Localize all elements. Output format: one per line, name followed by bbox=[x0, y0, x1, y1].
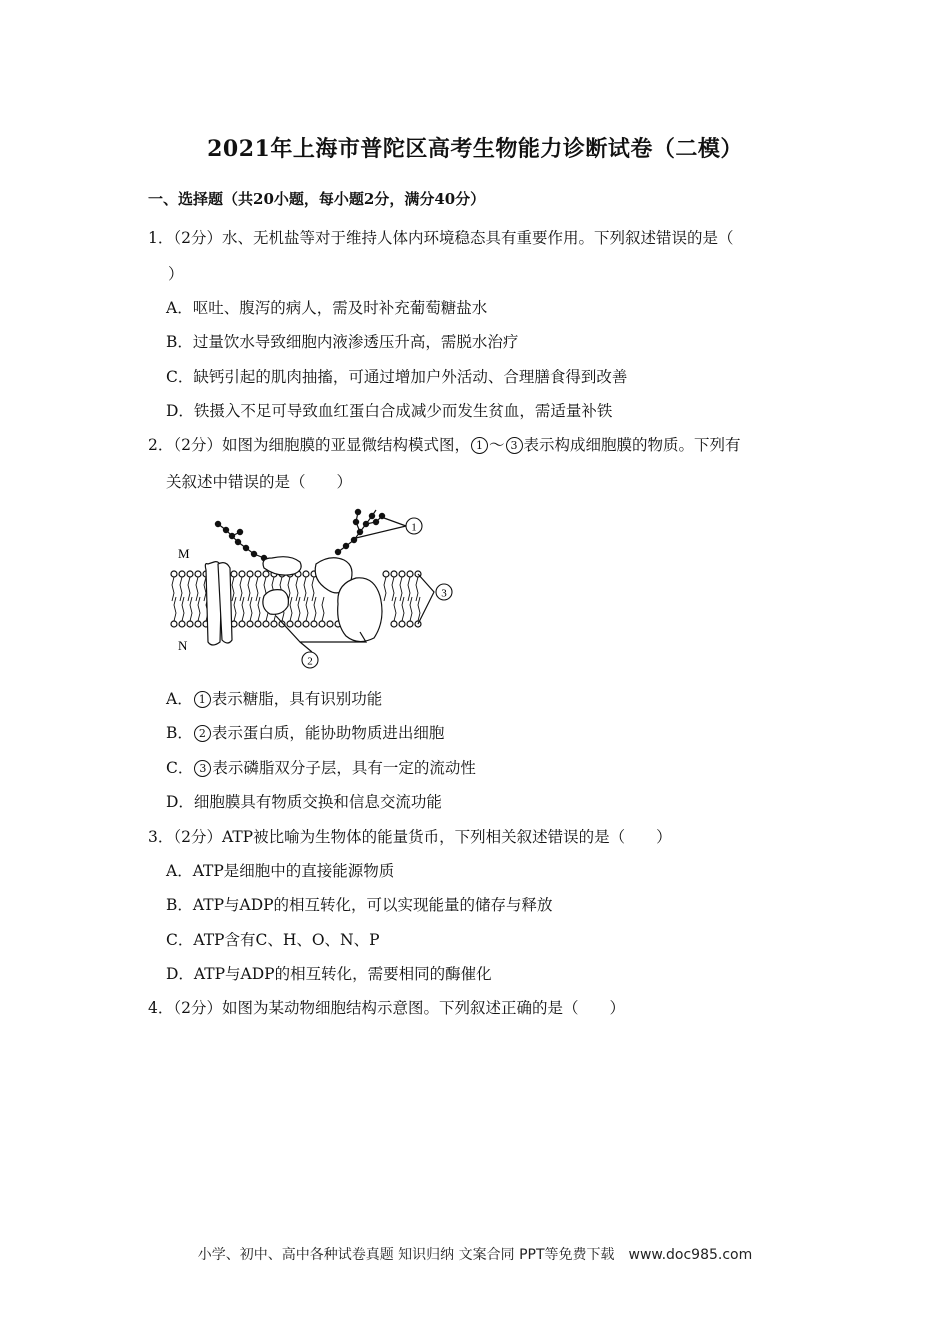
question-2-option-d: D．细胞膜具有物质交换和信息交流功能 bbox=[166, 793, 442, 811]
page-title: 2021年上海市普陀区高考生物能力诊断试卷（二模） bbox=[207, 136, 743, 162]
question-1-option-a: A．呕吐、腹泻的病人，需及时补充葡萄糖盐水 bbox=[166, 299, 488, 317]
footer-text: 小学、初中、高中各种试卷真题 知识归纳 文案合同 PPT等免费下载 www.doc985.com bbox=[197, 1247, 753, 1263]
cell-membrane-diagram bbox=[160, 492, 470, 672]
diagram-label-2: 2 bbox=[307, 655, 313, 668]
question-3-option-c: C．ATP含有C、H、O、N、P bbox=[166, 931, 380, 949]
diagram-label-n: N bbox=[178, 638, 188, 653]
question-3-stem: 3．（2分）ATP被比喻为生物体的能量货币，下列相关叙述错误的是（ ） bbox=[148, 828, 672, 846]
circled-number-3: 3 bbox=[506, 437, 523, 454]
question-1-stem-cont: ） bbox=[168, 265, 184, 283]
question-2-option-b: B． 2 表示蛋白质，能协助物质进出细胞 bbox=[166, 724, 445, 742]
question-2-stem-a: 2．（2分）如图为细胞膜的亚显微结构模式图， bbox=[148, 436, 470, 454]
inner-protein-icon bbox=[263, 590, 289, 615]
question-1-option-d: D．铁摄入不足可导致血红蛋白合成减少而发生贫血，需适量补铁 bbox=[166, 402, 613, 420]
diagram-label-1: 1 bbox=[411, 521, 417, 534]
glycolipid-chain-icon bbox=[215, 521, 270, 564]
circled-number-1: 1 bbox=[471, 437, 488, 454]
channel-protein-icon bbox=[338, 578, 382, 642]
question-3-option-d: D．ATP与ADP的相互转化，需要相同的酶催化 bbox=[166, 965, 492, 983]
question-3-option-a: A．ATP是细胞中的直接能源物质 bbox=[166, 862, 395, 880]
question-1-stem: 1．（2分）水、无机盐等对于维持人体内环境稳态具有重要作用。下列叙述错误的是（ bbox=[148, 229, 734, 247]
diagram-label-m: M bbox=[178, 546, 190, 561]
question-2-stem bbox=[148, 433, 741, 455]
question-2-option-a: A． 1 表示糖脂，具有识别功能 bbox=[166, 690, 383, 708]
tilde: ～ bbox=[488, 436, 505, 454]
diagram-label-3: 3 bbox=[441, 587, 447, 600]
section-heading: 一、选择题（共20小题，每小题2分，满分40分） bbox=[148, 190, 486, 208]
question-2-stem-b: 表示构成细胞膜的物质。下列有 bbox=[523, 436, 741, 454]
question-4-stem: 4．（2分）如图为某动物细胞结构示意图。下列叙述正确的是（ ） bbox=[148, 999, 625, 1017]
question-1-option-b: B．过量饮水导致细胞内液渗透压升高，需脱水治疗 bbox=[166, 333, 519, 351]
glycoprotein-chain-icon bbox=[335, 509, 384, 554]
question-2-option-c: C． 3 表示磷脂双分子层，具有一定的流动性 bbox=[166, 759, 476, 777]
question-2-stem-cont: 关叙述中错误的是（ ） bbox=[166, 473, 353, 491]
question-1-option-c: C．缺钙引起的肌肉抽搐，可通过增加户外活动、合理膳食得到改善 bbox=[166, 368, 628, 386]
question-3-option-b: B．ATP与ADP的相互转化，可以实现能量的储存与释放 bbox=[166, 896, 553, 914]
